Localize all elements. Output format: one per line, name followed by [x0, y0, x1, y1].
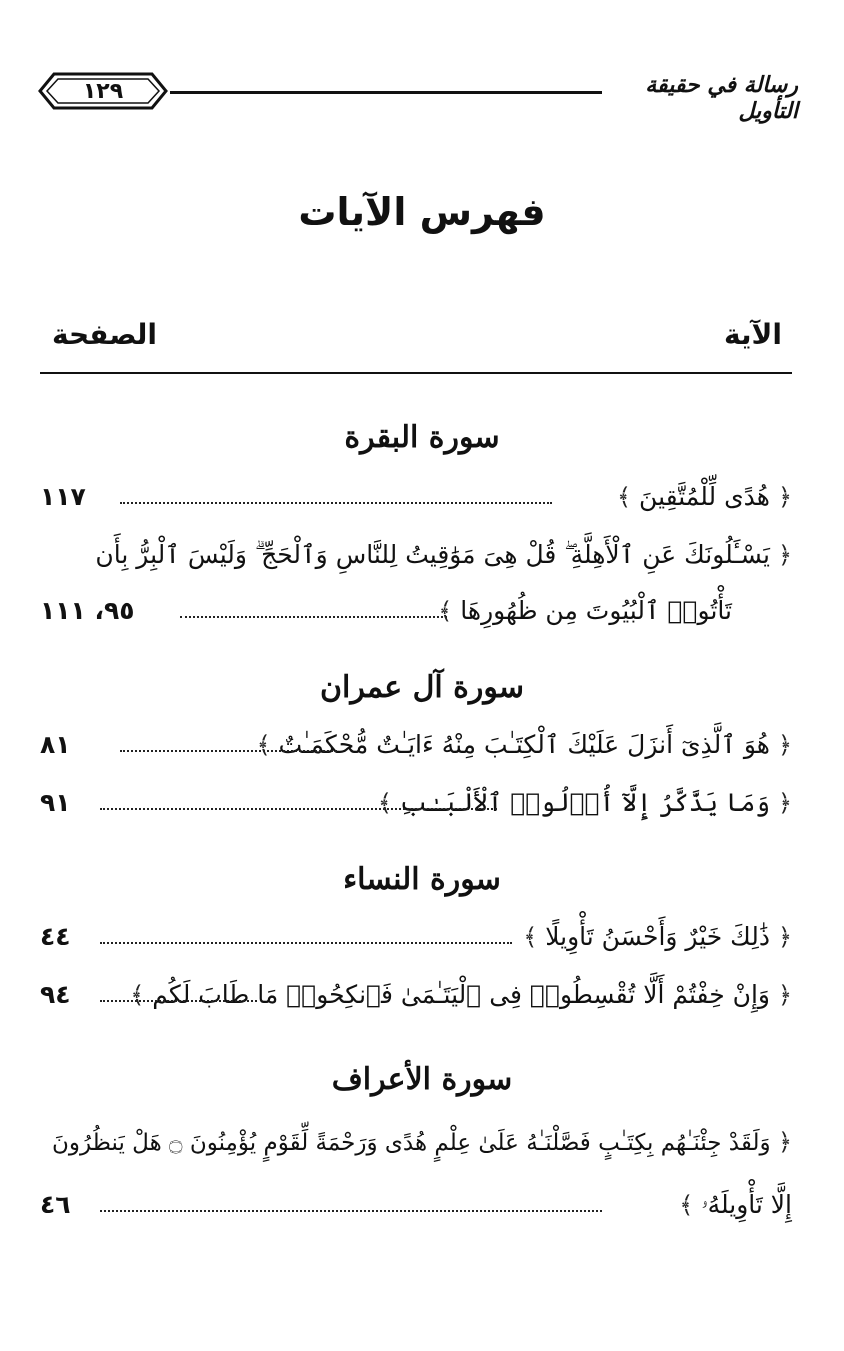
- verse-text: [523, 922, 792, 951]
- surah-heading: سورة آل عمران: [319, 670, 525, 705]
- verse-text: [679, 1190, 792, 1220]
- verse-line: هُوَ ٱلَّذِىٓ أَنزَلَ عَلَيْكَ ٱلْكِتَـٰبَ مِنْهُ ءَايَـٰتٌ مُّحْكَمَـٰتٌ: [278, 730, 770, 759]
- open-bracket-icon: ﴿: [777, 483, 792, 511]
- leader-dots: [120, 750, 337, 752]
- verse-line: وَلَقَدْ جِئْنَـٰهُم بِكِتَـٰبٍ فَصَّلْنَـٰهُ عَلَىٰ عِلْمٍ هُدًى وَرَحْمَةً لِّقَوْمٍ يُؤْمِنُونَ ۝ هَلْ يَنظُرُونَ: [51, 1130, 771, 1156]
- close-bracket-icon: ﴾: [438, 597, 453, 625]
- verse-entry: [40, 1128, 792, 1170]
- page-ref: ١١٧: [40, 482, 86, 511]
- surah-heading: سورة الأعراف: [331, 1062, 513, 1097]
- page-ref: ٤٦: [40, 1190, 71, 1219]
- leader-dots: [100, 942, 512, 944]
- leader-dots: [100, 1000, 257, 1002]
- verse-line: إِلَّا تَأْوِيلَهُۥ: [701, 1190, 792, 1219]
- verse-entry: [40, 922, 792, 964]
- page-ref: ٨١: [40, 730, 71, 759]
- column-header-page: الصفحة: [52, 318, 158, 351]
- verse-line: وَإِنْ خِفْتُمْ أَلَّا تُقْسِطُوا۟ فِى ٱلْيَتَـٰمَىٰ فَٱنكِحُوا۟ مَا طَابَ لَكُم: [152, 980, 770, 1009]
- close-bracket-icon: ﴾: [256, 731, 271, 759]
- verse-line: هُدًى لِّلْمُتَّقِينَ: [639, 482, 770, 511]
- page-ref: ٩١: [40, 788, 71, 817]
- verse-entry: [40, 482, 792, 524]
- header-rule: [170, 91, 602, 94]
- verse-text: [95, 540, 792, 570]
- page-title: فهرس الآيات: [298, 190, 546, 234]
- page-ref: ٤٤: [40, 922, 71, 951]
- page-ref: ٩٤: [40, 980, 71, 1009]
- open-bracket-icon: ﴿: [777, 731, 792, 759]
- book-title: رسالة في حقيقة التأويل: [645, 72, 798, 124]
- verse-text: [257, 730, 792, 759]
- page-number: ١٢٩: [82, 78, 124, 104]
- open-bracket-icon: ﴿: [777, 1128, 792, 1156]
- verse-text: [52, 1128, 792, 1156]
- verse-text: [378, 788, 792, 817]
- page-number-badge: [38, 68, 168, 114]
- verse-text: [130, 980, 792, 1009]
- running-header: [38, 68, 798, 124]
- verse-entry: [40, 540, 792, 582]
- verse-entry-continued: [40, 1190, 792, 1232]
- close-bracket-icon: ﴾: [377, 789, 392, 817]
- verse-entry: [40, 788, 792, 830]
- close-bracket-icon: ﴾: [617, 483, 632, 511]
- surah-heading: سورة النساء: [343, 862, 501, 897]
- leader-dots: [120, 502, 552, 504]
- close-bracket-icon: ﴾: [130, 981, 145, 1009]
- close-bracket-icon: ﴾: [679, 1191, 694, 1219]
- open-bracket-icon: ﴿: [777, 789, 792, 817]
- leader-dots: [100, 808, 497, 810]
- close-bracket-icon: ﴾: [523, 923, 538, 951]
- open-bracket-icon: ﴿: [777, 923, 792, 951]
- open-bracket-icon: ﴿: [777, 981, 792, 1009]
- page-ref: ٩٥، ١١١: [40, 596, 135, 625]
- verse-entry: [40, 730, 792, 772]
- verse-entry-continued: [40, 596, 792, 638]
- verse-line: يَسْـَٔلُونَكَ عَنِ ٱلْأَهِلَّةِ ۖ قُلْ هِىَ مَوَٰقِيتُ لِلنَّاسِ وَٱلْحَجِّ ۗ وَلَيْسَ ٱلْبِرُّ بِأَن: [95, 540, 770, 569]
- open-bracket-icon: ﴿: [777, 541, 792, 569]
- column-header-verse: الآية: [724, 318, 782, 351]
- column-header-rule: [40, 372, 792, 374]
- leader-dots: [100, 1210, 602, 1212]
- verse-line: وَمَا يَذَّكَّرُ إِلَّآ أُو۟لُوا۟ ٱلْأَلْبَـٰبِ: [399, 788, 770, 817]
- verse-text: [438, 596, 732, 625]
- surah-heading: سورة البقرة: [344, 420, 500, 455]
- verse-line: تَأْتُوا۟ ٱلْبُيُوتَ مِن ظُهُورِهَا: [460, 596, 732, 625]
- verse-text: [617, 482, 792, 511]
- verse-entry: [40, 980, 792, 1022]
- verse-line: ذَٰلِكَ خَيْرٌ وَأَحْسَنُ تَأْوِيلًا: [545, 922, 770, 951]
- leader-dots: [180, 616, 447, 618]
